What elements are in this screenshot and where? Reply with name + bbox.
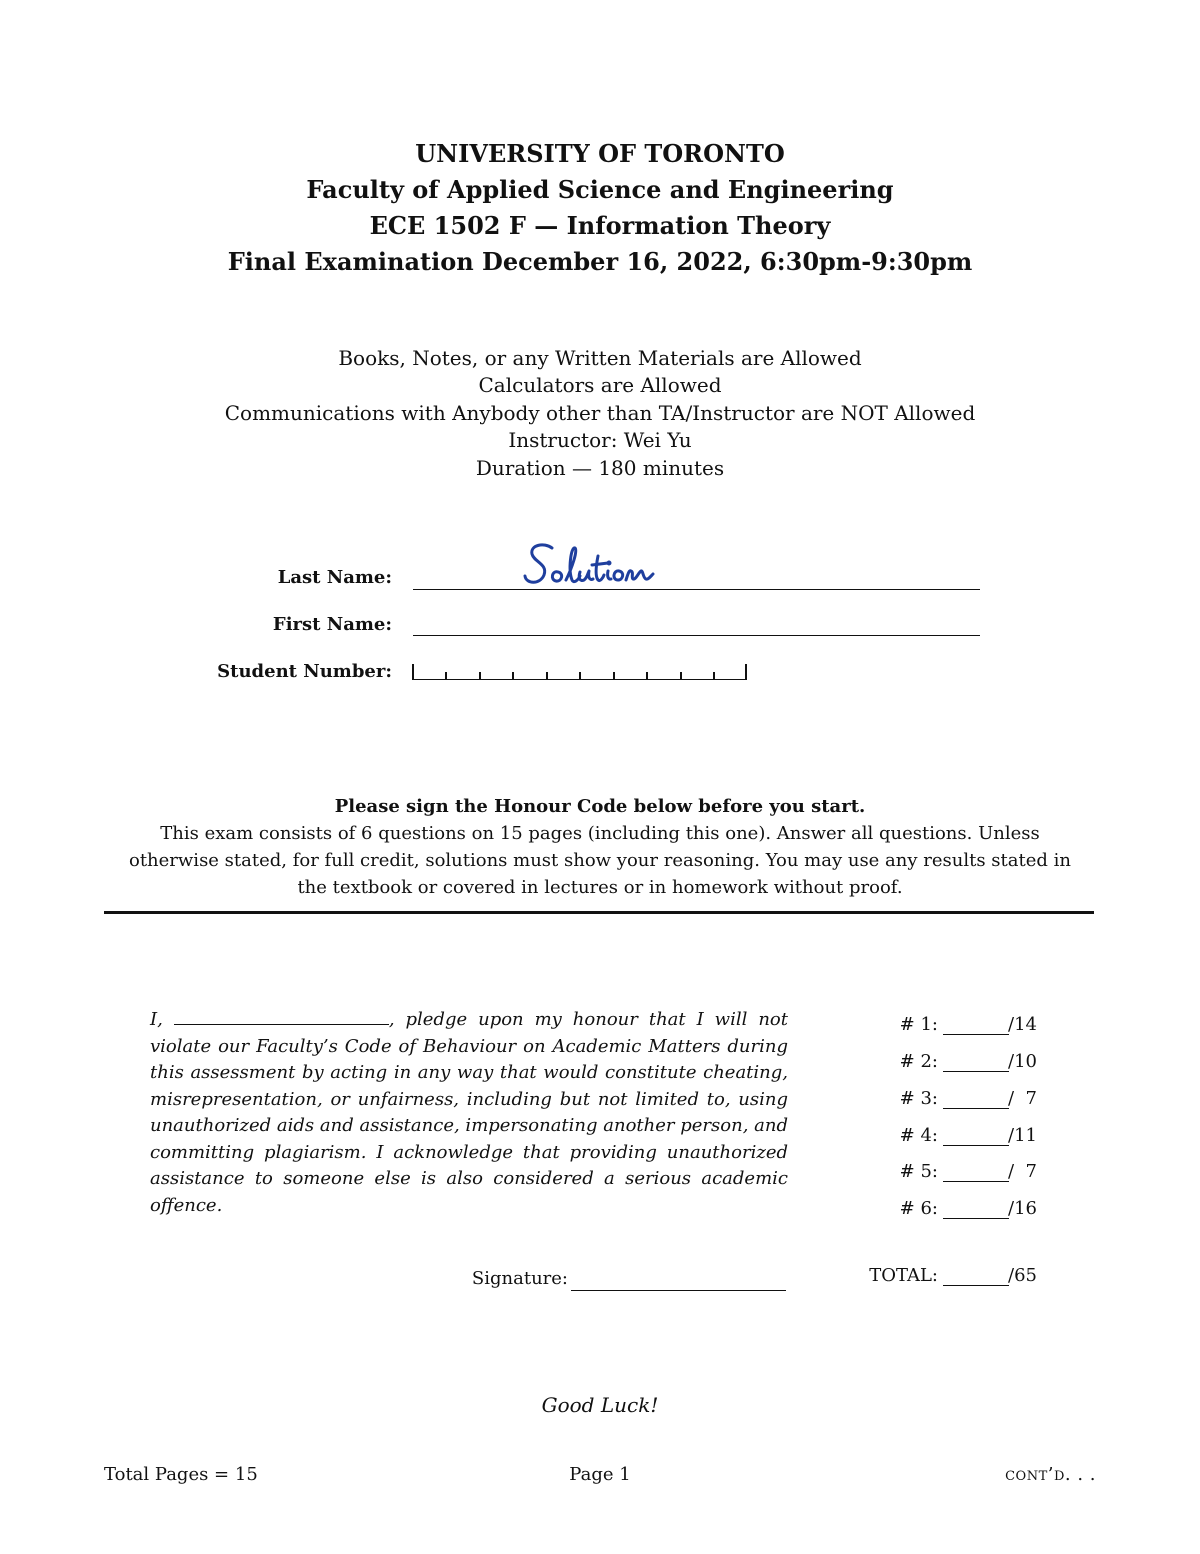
rule-calculators: Calculators are Allowed: [478, 373, 722, 397]
pledge-name-blank[interactable]: [174, 1006, 389, 1025]
faculty-name: Faculty of Applied Science and Engineering: [306, 175, 894, 204]
score-label: # 5:: [899, 1161, 938, 1182]
first-name-label: First Name:: [272, 614, 392, 635]
score-label: # 2:: [899, 1051, 938, 1072]
score-points: /11: [1008, 1125, 1037, 1146]
section-divider: [104, 911, 1094, 914]
footer-continued: cont’d. . .: [1005, 1464, 1096, 1485]
student-number-field[interactable]: [412, 664, 747, 680]
exam-title: Final Examination December 16, 2022, 6:30pm-9:30pm: [227, 247, 973, 276]
handwritten-solution: [522, 540, 657, 592]
instructions-line-3: the textbook or covered in lectures or in homework without proof.: [297, 877, 903, 898]
student-number-tick: [646, 672, 648, 680]
score-blank[interactable]: [943, 1071, 1009, 1072]
score-row-total: [869, 1265, 1050, 1293]
score-points: / 7: [1008, 1161, 1037, 1182]
score-points: /14: [1008, 1014, 1037, 1035]
score-blank[interactable]: [943, 1108, 1009, 1109]
university-name: UNIVERSITY OF TORONTO: [415, 139, 785, 168]
student-number-tick: [579, 672, 581, 680]
score-points: /10: [1008, 1051, 1037, 1072]
footer-page-number: Page 1: [569, 1464, 631, 1485]
score-label: # 4:: [899, 1125, 938, 1146]
score-label: # 3:: [899, 1088, 938, 1109]
honour-pledge: [150, 1006, 788, 1219]
score-points: /16: [1008, 1198, 1037, 1219]
score-row-q2: [880, 1051, 1050, 1079]
total-label: TOTAL:: [869, 1265, 938, 1286]
student-number-tick: [412, 664, 414, 680]
score-points: / 7: [1008, 1088, 1037, 1109]
rule-materials: Books, Notes, or any Written Materials are Allowed: [338, 346, 862, 370]
score-label: # 6:: [899, 1198, 938, 1219]
score-label: # 1:: [899, 1014, 938, 1035]
total-points: /65: [1008, 1265, 1037, 1286]
instructions-line-1: This exam consists of 6 questions on 15 pages (including this one). Answer all questions. Unless: [160, 823, 1040, 844]
student-number-tick: [546, 672, 548, 680]
student-number-tick: [512, 672, 514, 680]
signature-field[interactable]: [571, 1290, 786, 1291]
student-number-label: Student Number:: [217, 661, 392, 682]
score-row-q1: [880, 1014, 1050, 1042]
student-number-tick: [479, 672, 481, 680]
last-name-field[interactable]: [413, 589, 980, 590]
student-number-tick: [713, 672, 715, 680]
score-row-q3: [880, 1088, 1050, 1116]
last-name-label: Last Name:: [277, 567, 392, 588]
student-number-tick: [680, 672, 682, 680]
pledge-text: , pledge upon my honour that I will not violate our Faculty’s Code of Behaviour on Academic Matters during this assessment by acting in any way that would constitute cheating, misrepresentation, or unfairness, including but not limited to, using unauthorized aids and assistance, impersonating another person, and committing plagiarism. I acknowledge that providing unauthorized assistance to someone else is also considered a serious academic offence.: [150, 1009, 788, 1216]
rule-instructor: Instructor: Wei Yu: [508, 428, 692, 452]
score-row-q5: [880, 1161, 1050, 1189]
student-number-tick: [445, 672, 447, 680]
score-blank[interactable]: [943, 1181, 1009, 1182]
total-blank[interactable]: [943, 1285, 1009, 1286]
signature-label: Signature:: [471, 1268, 568, 1289]
good-luck-message: Good Luck!: [541, 1393, 659, 1417]
student-number-tick: [613, 672, 615, 680]
score-blank[interactable]: [943, 1145, 1009, 1146]
rule-communications: Communications with Anybody other than TA/Instructor are NOT Allowed: [224, 401, 976, 425]
footer-total-pages: Total Pages = 15: [104, 1464, 258, 1485]
student-number-tick: [745, 664, 747, 680]
score-row-q4: [880, 1125, 1050, 1153]
first-name-field[interactable]: [413, 635, 980, 636]
score-blank[interactable]: [943, 1034, 1009, 1035]
pledge-prefix: I,: [150, 1009, 163, 1030]
score-blank[interactable]: [943, 1218, 1009, 1219]
honour-code-heading: Please sign the Honour Code below before you start.: [334, 796, 866, 817]
course-title: ECE 1502 F — Information Theory: [369, 211, 831, 240]
score-row-q6: [880, 1198, 1050, 1226]
instructions-line-2: otherwise stated, for full credit, solutions must show your reasoning. You may use any results stated in: [128, 850, 1071, 871]
rule-duration: Duration — 180 minutes: [475, 456, 725, 480]
